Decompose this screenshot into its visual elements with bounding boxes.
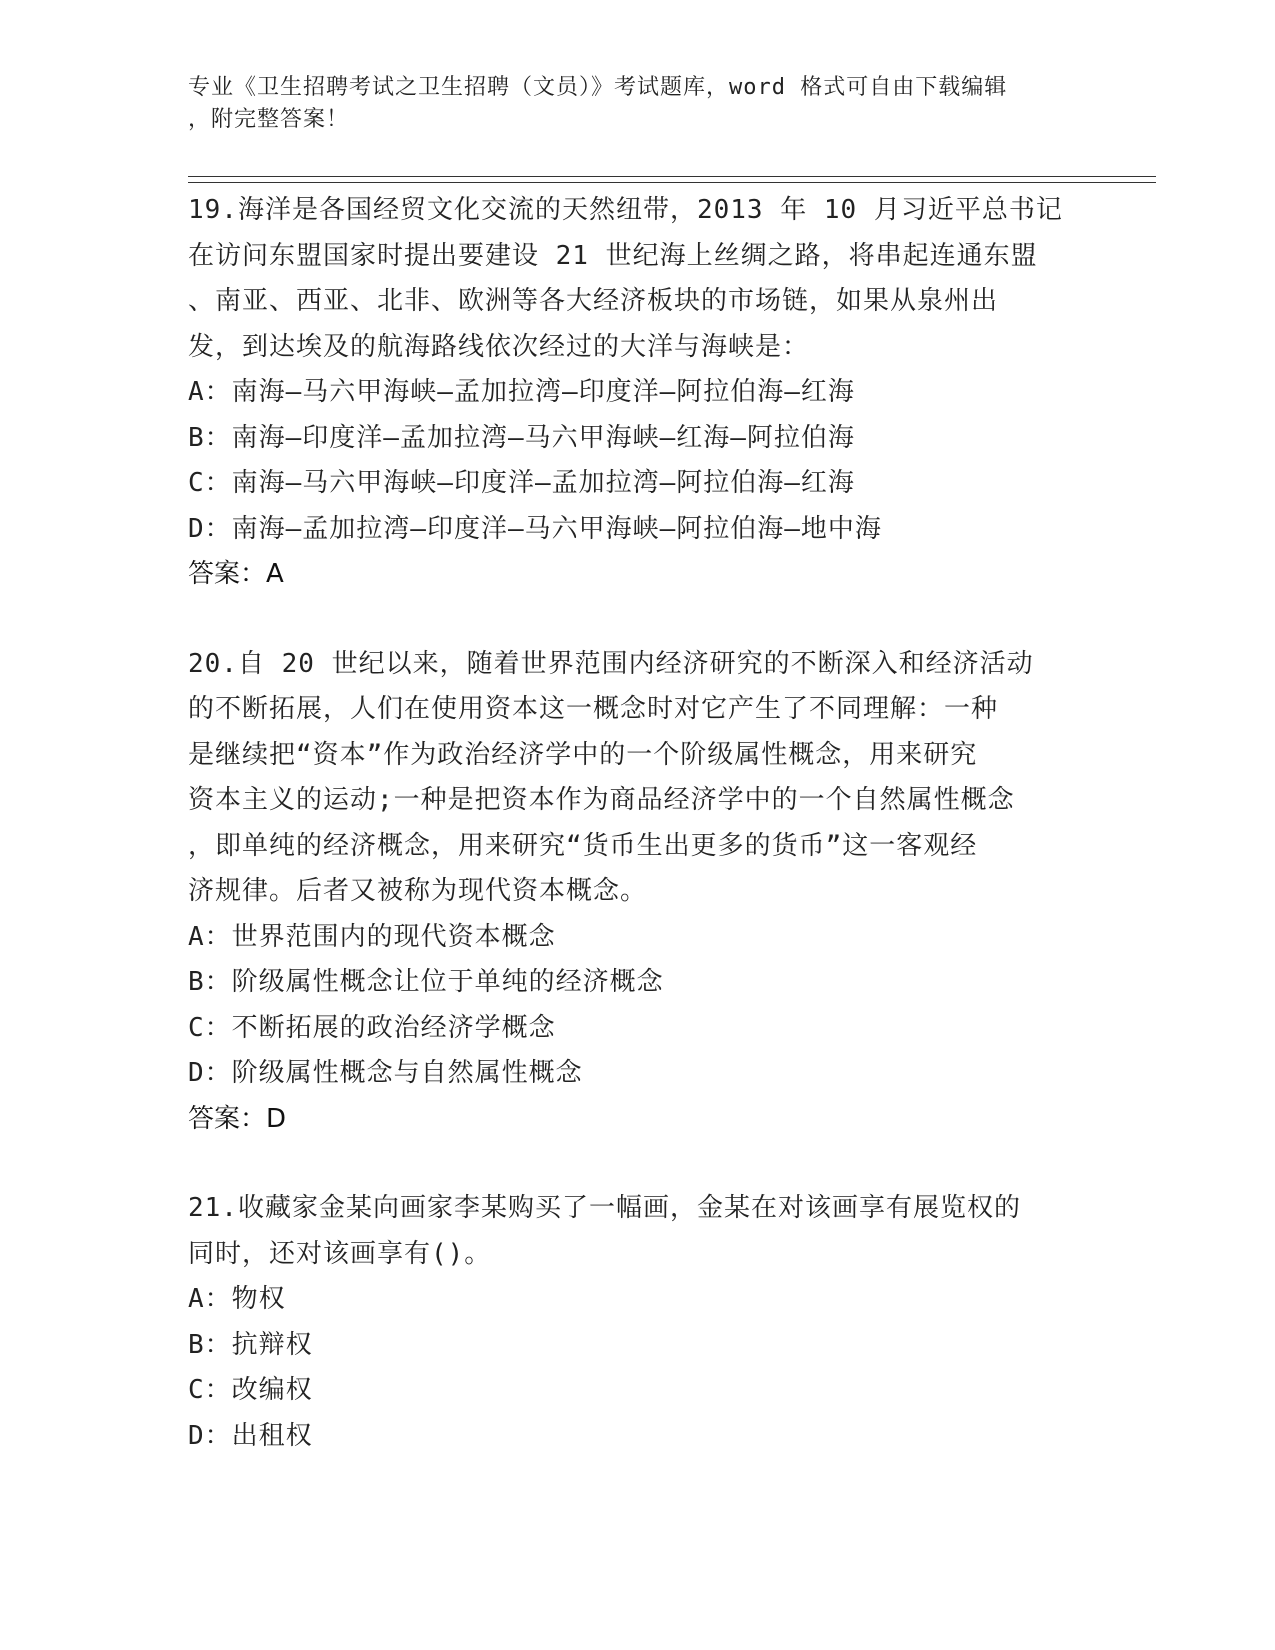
question-text-line: 发，到达埃及的航海路线依次经过的大洋与海峡是： <box>188 331 810 362</box>
question-text-line: ，即单纯的经济概念，用来研究“货币生出更多的货币”这一客观经 <box>188 830 978 861</box>
option-b: B：南海—印度洋—孟加拉湾—马六甲海峡—红海—阿拉伯海 <box>188 422 855 453</box>
header-divider-top <box>188 176 1156 177</box>
question-text-line: 在访问东盟国家时提出要建设 21 世纪海上丝绸之路，将串起连通东盟 <box>188 240 1038 271</box>
option-a: A：世界范围内的现代资本概念 <box>188 921 556 952</box>
option-c: C：南海—马六甲海峡—印度洋—孟加拉湾—阿拉伯海—红海 <box>188 468 855 498</box>
option-a: A：南海—马六甲海峡—孟加拉湾—印度洋—阿拉伯海—红海 <box>188 377 855 407</box>
spacer <box>188 1142 1088 1186</box>
question-list <box>188 188 1088 1459</box>
question-text-line: 是继续把“资本”作为政治经济学中的一个阶级属性概念，用来研究 <box>188 739 978 770</box>
option-d: D：南海—孟加拉湾—印度洋—马六甲海峡—阿拉伯海—地中海 <box>188 513 882 544</box>
question-19 <box>188 188 1088 598</box>
question-text-line: 资本主义的运动;一种是把资本作为商品经济学中的一个自然属性概念 <box>188 785 1015 815</box>
header-line-2: ，附完整答案！ <box>188 107 350 132</box>
question-text-line: 同时，还对该画享有()。 <box>188 1238 492 1269</box>
question-text-line: 21.收藏家金某向画家李某购买了一幅画，金某在对该画享有展览权的 <box>188 1193 1021 1223</box>
spacer <box>188 598 1088 642</box>
option-d: D：出租权 <box>188 1420 313 1451</box>
answer-label: 答案：D <box>188 1103 287 1134</box>
option-c: C：不断拓展的政治经济学概念 <box>188 1012 556 1043</box>
question-21 <box>188 1186 1088 1459</box>
question-text-line: 济规律。后者又被称为现代资本概念。 <box>188 876 648 906</box>
answer-label: 答案：A <box>188 559 284 589</box>
option-d: D：阶级属性概念与自然属性概念 <box>188 1058 583 1088</box>
header-line-1: 专业《卫生招聘考试之卫生招聘（文员）》考试题库，word 格式可自由下载编辑 <box>188 75 1008 100</box>
option-a: A：物权 <box>188 1284 286 1314</box>
option-b: B：阶级属性概念让位于单纯的经济概念 <box>188 967 664 997</box>
document-header <box>188 72 1068 136</box>
header-divider-bottom <box>188 182 1156 183</box>
question-20 <box>188 642 1088 1143</box>
question-text-line: 、南亚、西亚、北非、欧洲等各大经济板块的市场链，如果从泉州出 <box>188 286 999 316</box>
question-text-line: 20.自 20 世纪以来，随着世界范围内经济研究的不断深入和经济活动 <box>188 648 1034 679</box>
option-c: C：改编权 <box>188 1375 313 1405</box>
option-b: B：抗辩权 <box>188 1329 313 1360</box>
question-text-line: 的不断拓展，人们在使用资本这一概念时对它产生了不同理解：一种 <box>188 694 999 724</box>
question-text-line: 19.海洋是各国经贸文化交流的天然纽带，2013 年 10 月习近平总书记 <box>188 195 1063 225</box>
